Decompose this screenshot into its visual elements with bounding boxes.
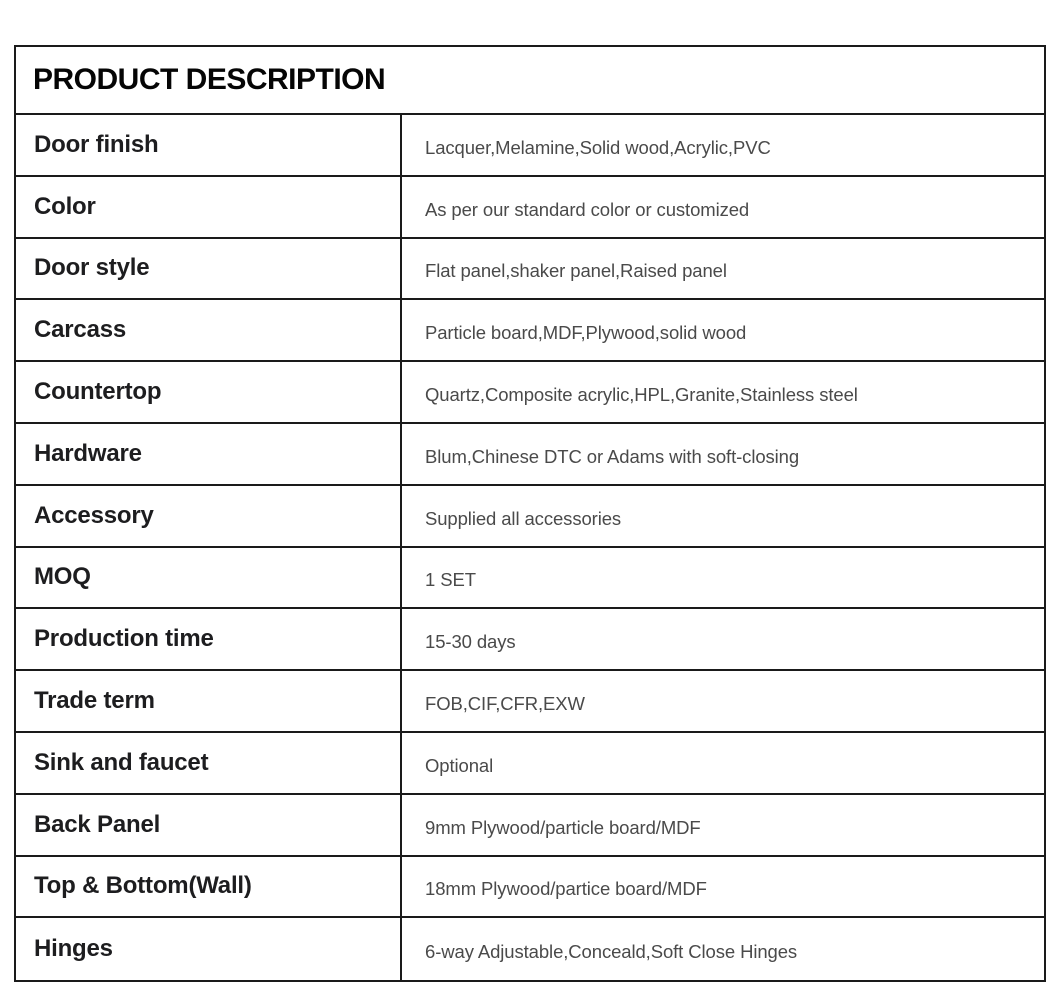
- spec-row-countertop: [16, 362, 1044, 424]
- spec-row-accessory: [16, 486, 1044, 548]
- row-value: 9mm Plywood/particle board/MDF: [425, 816, 701, 838]
- spec-row-top-bottom-wall: [16, 857, 1044, 919]
- row-label: Carcass: [16, 300, 402, 360]
- row-value: Quartz,Composite acrylic,HPL,Granite,Stainless steel: [425, 384, 858, 406]
- row-label: Sink and faucet: [16, 733, 402, 793]
- row-value: 18mm Plywood/partice board/MDF: [425, 878, 707, 900]
- row-value: 15-30 days: [425, 631, 516, 653]
- table-title: PRODUCT DESCRIPTION: [33, 63, 386, 96]
- row-value: Supplied all accessories: [425, 507, 622, 529]
- spec-row-sink-and-faucet: [16, 733, 1044, 795]
- row-label: Door finish: [16, 115, 402, 175]
- row-label: Door style: [16, 239, 402, 299]
- row-value: 6-way Adjustable,Conceald,Soft Close Hinges: [425, 941, 798, 963]
- row-label: Trade term: [16, 671, 402, 731]
- row-value: Lacquer,Melamine,Solid wood,Acrylic,PVC: [425, 136, 771, 158]
- spec-row-carcass: [16, 300, 1044, 362]
- row-label: Top & Bottom(Wall): [16, 857, 402, 917]
- spec-row-color: [16, 177, 1044, 239]
- row-label: Production time: [16, 609, 402, 669]
- spec-row-trade-term: [16, 671, 1044, 733]
- spec-row-door-style: [16, 239, 1044, 301]
- spec-row-production-time: [16, 609, 1044, 671]
- row-value: Particle board,MDF,Plywood,solid wood: [425, 322, 747, 344]
- row-value: Flat panel,shaker panel,Raised panel: [425, 260, 727, 282]
- spec-row-moq: [16, 548, 1044, 610]
- row-label: Back Panel: [16, 795, 402, 855]
- row-value: Blum,Chinese DTC or Adams with soft-closing: [425, 445, 800, 467]
- row-label: Accessory: [16, 486, 402, 546]
- product-description-table: [14, 45, 1046, 982]
- row-value: FOB,CIF,CFR,EXW: [425, 693, 585, 715]
- row-value: As per our standard color or customized: [425, 198, 750, 220]
- row-label: Hinges: [16, 918, 402, 980]
- spec-row-back-panel: [16, 795, 1044, 857]
- row-label: Color: [16, 177, 402, 237]
- spec-row-door-finish: [16, 115, 1044, 177]
- row-value: 1 SET: [425, 569, 476, 591]
- spec-row-hinges: [16, 918, 1044, 980]
- row-label: Countertop: [16, 362, 402, 422]
- spec-row-hardware: [16, 424, 1044, 486]
- table-title-row: [16, 47, 1044, 115]
- row-value: Optional: [425, 754, 494, 776]
- row-label: Hardware: [16, 424, 402, 484]
- row-label: MOQ: [16, 548, 402, 608]
